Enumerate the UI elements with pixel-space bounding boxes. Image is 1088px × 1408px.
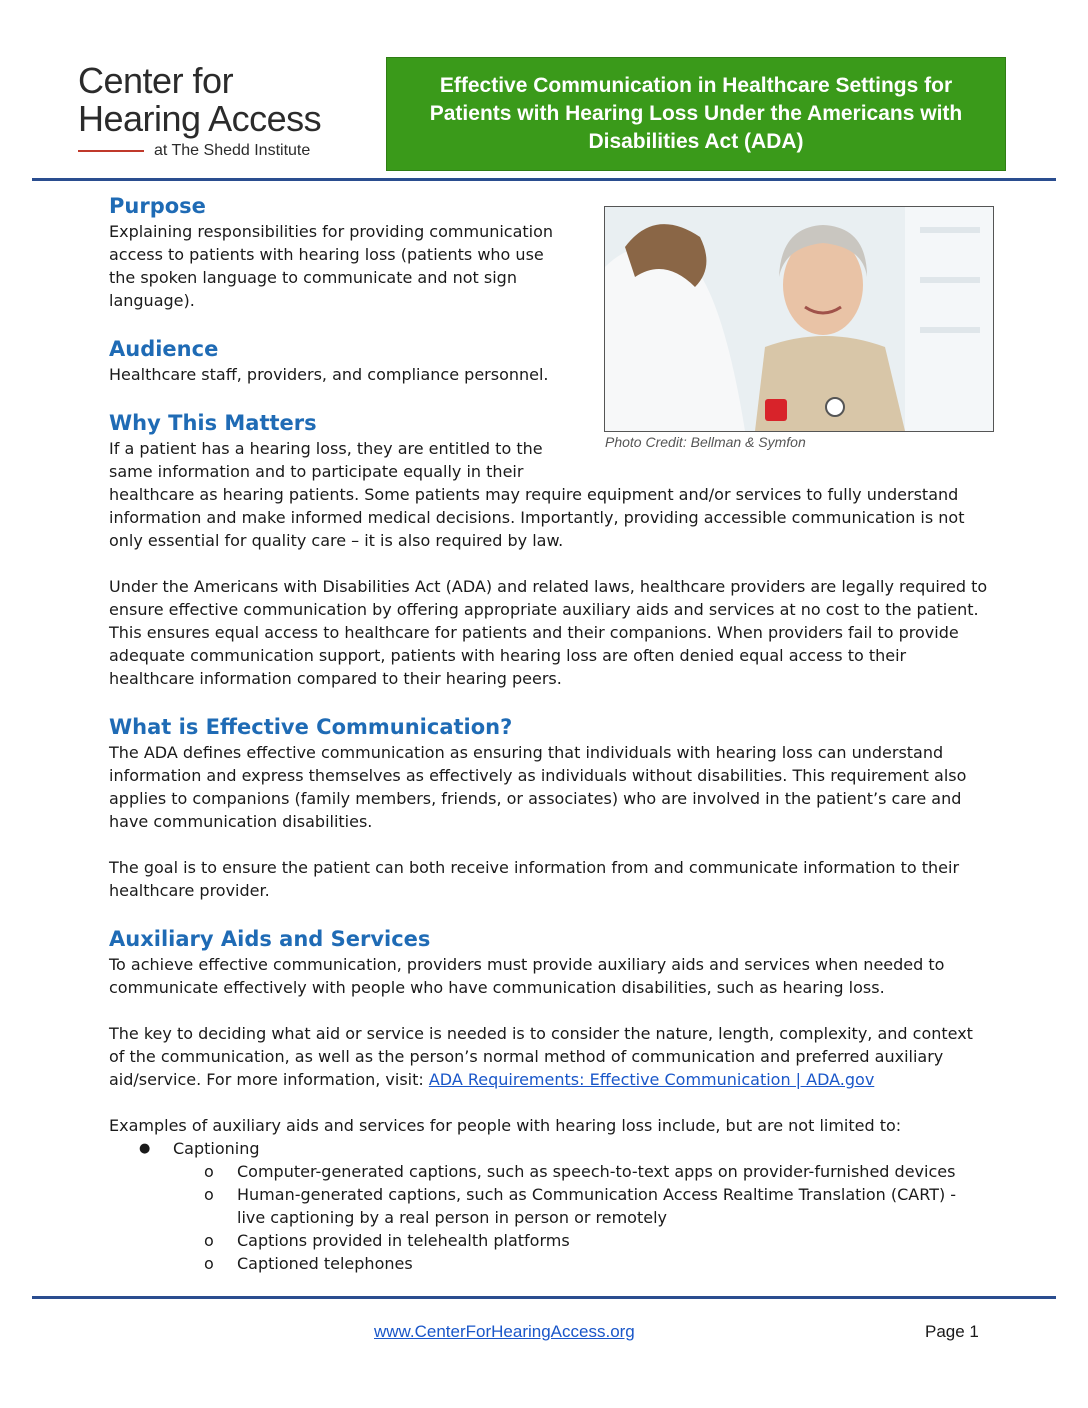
captioning-sublist	[109, 1160, 989, 1275]
aids-list	[109, 1137, 989, 1275]
purpose-text: Explaining responsibilities for providing communication access to patients with hearing loss (patients who use the spoken language to communicate and not sign language).	[109, 222, 554, 310]
list-item: o Human-generated captions, such as Communication Access Realtime Translation (CART) - live captioning by a real person in person or remotely	[109, 1183, 989, 1229]
aids-heading: Auxiliary Aids and Services	[109, 927, 431, 951]
effective-text-2: The goal is to ensure the patient can both receive information from and communicate information to their healthcare provider.	[109, 858, 960, 900]
aids-text-3: Examples of auxiliary aids and services for people with hearing loss include, but are not limited to:	[109, 1116, 902, 1135]
effective-text-1: The ADA defines effective communication as ensuring that individuals with hearing loss can understand information and express themselves as effectively as individuals without disabilities. This requirement also applies to companions (family members, friends, or associates) who are involved in the patient’s care and have communication disabilities.	[109, 743, 967, 831]
organization-logo	[78, 62, 358, 160]
logo-line-1: Center for	[78, 60, 234, 101]
bullet-captioning: Captioning	[173, 1139, 260, 1158]
purpose-heading: Purpose	[109, 194, 206, 218]
why-text-wrapped: If a patient has a hearing loss, they are entitled to the same information and to participate equally in their	[109, 439, 543, 481]
why-text-continued: healthcare as hearing patients. Some patients may require equipment and/or services to fully understand information and make informed medical decisions. Importantly, providing accessible communication is not only essential for quality care – it is also required by law.	[109, 485, 965, 550]
logo-line-3: at The Shedd Institute	[154, 142, 311, 159]
footer-divider	[32, 1296, 1056, 1299]
why-heading: Why This Matters	[109, 411, 317, 435]
title-banner	[386, 57, 1006, 171]
document-title: Effective Communication in Healthcare Settings for Patients with Hearing Loss Under the Americans with Disabilities Act (ADA)	[429, 74, 963, 153]
aids-text-2	[109, 1022, 989, 1091]
header-divider	[32, 178, 1056, 181]
page-number: Page 1	[925, 1322, 979, 1341]
list-item: o Computer-generated captions, such as speech-to-text apps on provider-furnished devices	[109, 1160, 989, 1183]
effective-heading: What is Effective Communication?	[109, 715, 513, 739]
ada-text: Under the Americans with Disabilities Act (ADA) and related laws, healthcare providers are legally required to ensure effective communication by offering appropriate auxiliary aids and services at no cost to the patient. This ensures equal access to healthcare for patients and their companions. When providers fail to provide adequate communication support, patients with hearing loss are often denied equal access to their healthcare information compared to their hearing peers.	[109, 577, 988, 688]
list-item: o Captioned telephones	[109, 1252, 989, 1275]
aids-text-1: To achieve effective communication, providers must provide auxiliary aids and services when needed to communicate effectively with people who have communication disabilities, such as hearing loss.	[109, 955, 945, 997]
ada-requirements-link[interactable]: ADA Requirements: Effective Communication | ADA.gov	[428, 1070, 875, 1089]
list-item	[109, 1137, 989, 1275]
audience-text: Healthcare staff, providers, and compliance personnel.	[109, 365, 549, 384]
aids-text-2-body: The key to deciding what aid or service is needed is to consider the nature, length, complexity, and context of the communication, as well as the person’s normal method of communication and preferred auxiliary aid/service. For more information, visit:	[109, 1024, 973, 1089]
logo-rule	[78, 150, 144, 152]
audience-heading: Audience	[109, 337, 219, 361]
photo-credit: Photo Credit: Bellman & Symfon	[605, 434, 806, 450]
logo-line-2: Hearing Access	[78, 98, 322, 139]
website-link[interactable]: www.CenterForHearingAccess.org	[374, 1322, 635, 1341]
list-item: o Captions provided in telehealth platforms	[109, 1229, 989, 1252]
document-body	[109, 192, 989, 1275]
